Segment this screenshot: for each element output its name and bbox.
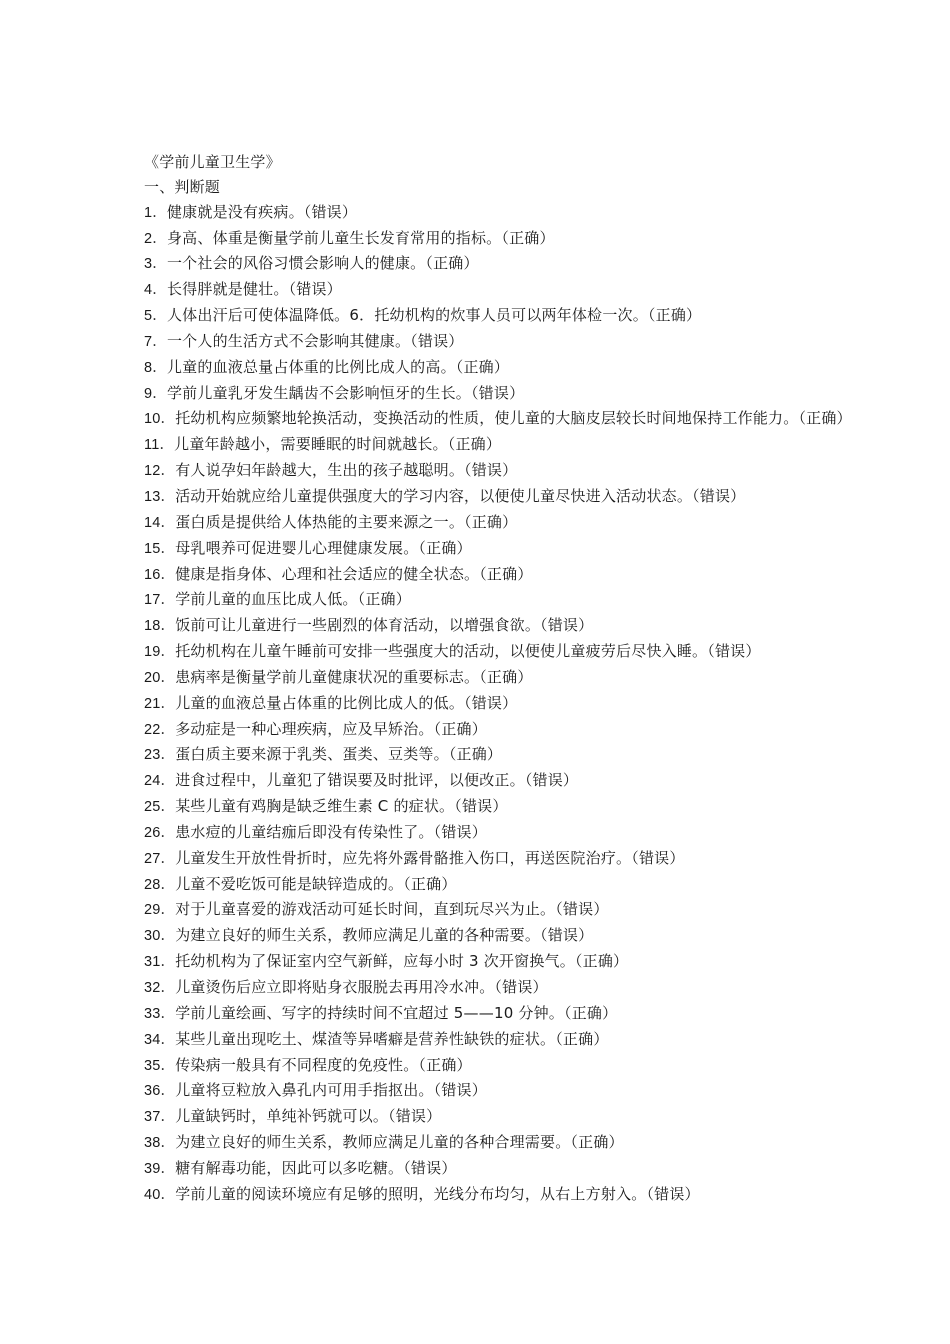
question-number: 16．	[144, 566, 176, 583]
question-number: 20．	[144, 669, 176, 686]
question-text: 患水痘的儿童结痂后即没有传染性了。（错误）	[175, 822, 487, 841]
question-number: 35．	[144, 1057, 176, 1074]
question-text: 蛋白质是提供给人体热能的主要来源之一。（正确）	[175, 512, 518, 531]
question-text: 进食过程中，儿童犯了错误要及时批评，以便改正。（错误）	[175, 771, 579, 790]
question-text: 人体出汗后可使体温降低。6．托幼机构的炊事人员可以两年体检一次。（正确）	[166, 306, 702, 325]
question-text: 托幼机构应频繁地轮换活动，变换活动的性质，使儿童的大脑皮层较长时间地保持工作能力。（正确）	[175, 409, 852, 428]
question-number: 18．	[144, 618, 176, 635]
list-item	[144, 768, 814, 794]
question-text: 健康是指身体、心理和社会适应的健全状态。（正确）	[175, 564, 533, 583]
list-item	[144, 949, 814, 975]
list-item	[144, 975, 814, 1001]
question-number: 2．	[144, 230, 167, 247]
question-text: 传染病一般具有不同程度的免疫性。（正确）	[175, 1055, 472, 1074]
question-text: 学前儿童的血压比成人低。（正确）	[175, 590, 411, 609]
question-text: 一个社会的风俗习惯会影响人的健康。（正确）	[166, 254, 479, 273]
question-number: 4．	[144, 282, 167, 299]
question-text: 身高、体重是衡量学前儿童生长发育常用的指标。（正确）	[166, 228, 555, 247]
list-item	[144, 717, 814, 743]
question-number: 5．	[144, 308, 167, 325]
question-text: 儿童缺钙时，单纯补钙就可以。（错误）	[175, 1107, 442, 1126]
list-item	[144, 820, 814, 846]
question-text: 儿童将豆粒放入鼻孔内可用手指抠出。（错误）	[175, 1081, 487, 1100]
list-item	[144, 665, 814, 691]
question-number: 13．	[144, 488, 176, 505]
question-text: 某些儿童出现吃土、煤渣等异嗜癖是营养性缺铁的症状。（正确）	[175, 1029, 609, 1048]
question-text: 学前儿童绘画、写字的持续时间不宜超过 5——10 分钟。（正确）	[175, 1003, 618, 1022]
question-number: 11．	[144, 437, 175, 454]
question-text: 长得胖就是健壮。（错误）	[166, 280, 342, 299]
question-number: 1．	[144, 204, 167, 221]
list-item	[144, 639, 814, 665]
question-number: 38．	[144, 1135, 176, 1152]
question-number: 30．	[144, 928, 176, 945]
document-title: 《学前儿童卫生学》	[144, 153, 281, 171]
question-text: 有人说孕妇年龄越大，生出的孩子越聪明。（错误）	[175, 461, 518, 480]
list-item	[144, 794, 814, 820]
question-number: 36．	[144, 1083, 176, 1100]
question-number: 24．	[144, 773, 176, 790]
list-item	[144, 923, 814, 949]
list-item	[144, 872, 814, 898]
question-number: 17．	[144, 592, 176, 609]
question-number: 14．	[144, 514, 176, 531]
list-item	[144, 510, 814, 536]
question-number: 19．	[144, 644, 176, 661]
question-number: 23．	[144, 747, 176, 764]
question-number: 37．	[144, 1109, 176, 1126]
list-item	[144, 200, 814, 226]
question-text: 健康就是没有疾病。（错误）	[166, 202, 358, 221]
question-text: 对于儿童喜爱的游戏活动可延长时间，直到玩尽兴为止。（错误）	[175, 900, 609, 919]
list-item	[144, 303, 814, 329]
question-text: 儿童发生开放性骨折时，应先将外露骨骼推入伤口，再送医院治疗。（错误）	[175, 848, 685, 867]
list-item	[144, 484, 814, 510]
question-text: 活动开始就应给儿童提供强度大的学习内容，以便使儿童尽快进入活动状态。（错误）	[175, 486, 746, 505]
list-item	[144, 587, 814, 613]
list-item	[144, 1078, 814, 1104]
question-number: 15．	[144, 540, 176, 557]
question-text: 患病率是衡量学前儿童健康状况的重要标志。（正确）	[175, 667, 533, 686]
document-content	[144, 150, 852, 1208]
list-item	[144, 1130, 814, 1156]
list-item	[144, 691, 814, 717]
question-text: 学前儿童乳牙发生龋齿不会影响恒牙的生长。（错误）	[166, 383, 525, 402]
question-text: 饭前可让儿童进行一些剧烈的体育活动，以增强食欲。（错误）	[175, 616, 594, 635]
list-item	[144, 536, 814, 562]
question-number: 34．	[144, 1031, 176, 1048]
question-number: 7．	[144, 333, 167, 350]
list-item	[144, 1001, 814, 1027]
question-text: 母乳喂养可促进婴儿心理健康发展。（正确）	[175, 538, 472, 557]
question-text: 多动症是一种心理疾病，应及早矫治。（正确）	[175, 719, 487, 738]
question-number: 31．	[144, 954, 176, 971]
list-item	[144, 251, 814, 277]
list-item	[144, 432, 814, 458]
list-item	[144, 897, 814, 923]
question-list	[144, 200, 852, 1208]
list-item	[144, 613, 814, 639]
list-item	[144, 1156, 814, 1182]
question-number: 9．	[144, 385, 167, 402]
question-text: 学前儿童的阅读环境应有足够的照明，光线分布均匀，从右上方射入。（错误）	[175, 1184, 700, 1203]
section-heading: 一、判断题	[144, 177, 221, 196]
list-item	[144, 277, 814, 303]
question-text: 为建立良好的师生关系，教师应满足儿童的各种合理需要。（正确）	[175, 1133, 624, 1152]
list-item	[144, 226, 814, 252]
question-number: 21．	[144, 695, 176, 712]
list-item	[144, 1027, 814, 1053]
question-number: 39．	[144, 1160, 176, 1177]
list-item	[144, 742, 814, 768]
question-text: 儿童的血液总量占体重的比例比成人的低。（错误）	[175, 693, 518, 712]
list-item	[144, 381, 814, 407]
question-text: 儿童年龄越小，需要睡眠的时间就越长。（正确）	[174, 435, 502, 454]
question-number: 8．	[144, 359, 167, 376]
list-item	[144, 1182, 814, 1208]
question-text: 蛋白质主要来源于乳类、蛋类、豆类等。（正确）	[175, 745, 503, 764]
question-text: 一个人的生活方式不会影响其健康。（错误）	[166, 331, 464, 350]
question-text: 儿童的血液总量占体重的比例比成人的高。（正确）	[166, 357, 510, 376]
question-number: 22．	[144, 721, 176, 738]
question-number: 28．	[144, 876, 176, 893]
list-item	[144, 1104, 814, 1130]
list-item	[144, 846, 814, 872]
list-item	[144, 458, 814, 484]
question-number: 33．	[144, 1005, 176, 1022]
question-number: 27．	[144, 850, 176, 867]
question-text: 托幼机构在儿童午睡前可安排一些强度大的活动，以便使儿童疲劳后尽快入睡。（错误）	[175, 642, 761, 661]
question-number: 26．	[144, 824, 176, 841]
question-number: 12．	[144, 463, 176, 480]
question-number: 29．	[144, 902, 176, 919]
list-item	[144, 329, 814, 355]
list-item	[144, 406, 852, 432]
question-text: 儿童烫伤后应立即将贴身衣服脱去再用冷水冲。（错误）	[175, 978, 548, 996]
question-number: 32．	[144, 980, 176, 996]
question-number: 40．	[144, 1186, 176, 1203]
question-text: 儿童不爱吃饭可能是缺锌造成的。（正确）	[175, 874, 457, 893]
question-text: 为建立良好的师生关系，教师应满足儿童的各种需要。（错误）	[175, 926, 594, 945]
question-number: 10．	[144, 411, 176, 428]
question-number: 3．	[144, 256, 167, 273]
question-number: 25．	[144, 799, 176, 816]
list-item	[144, 355, 814, 381]
question-text: 某些儿童有鸡胸是缺乏维生素 C 的症状。（错误）	[175, 797, 508, 816]
list-item	[144, 1053, 814, 1079]
question-text: 糖有解毒功能，因此可以多吃糖。（错误）	[175, 1158, 457, 1177]
list-item	[144, 562, 814, 588]
question-text: 托幼机构为了保证室内空气新鲜，应每小时 3 次开窗换气。（正确）	[175, 952, 629, 971]
